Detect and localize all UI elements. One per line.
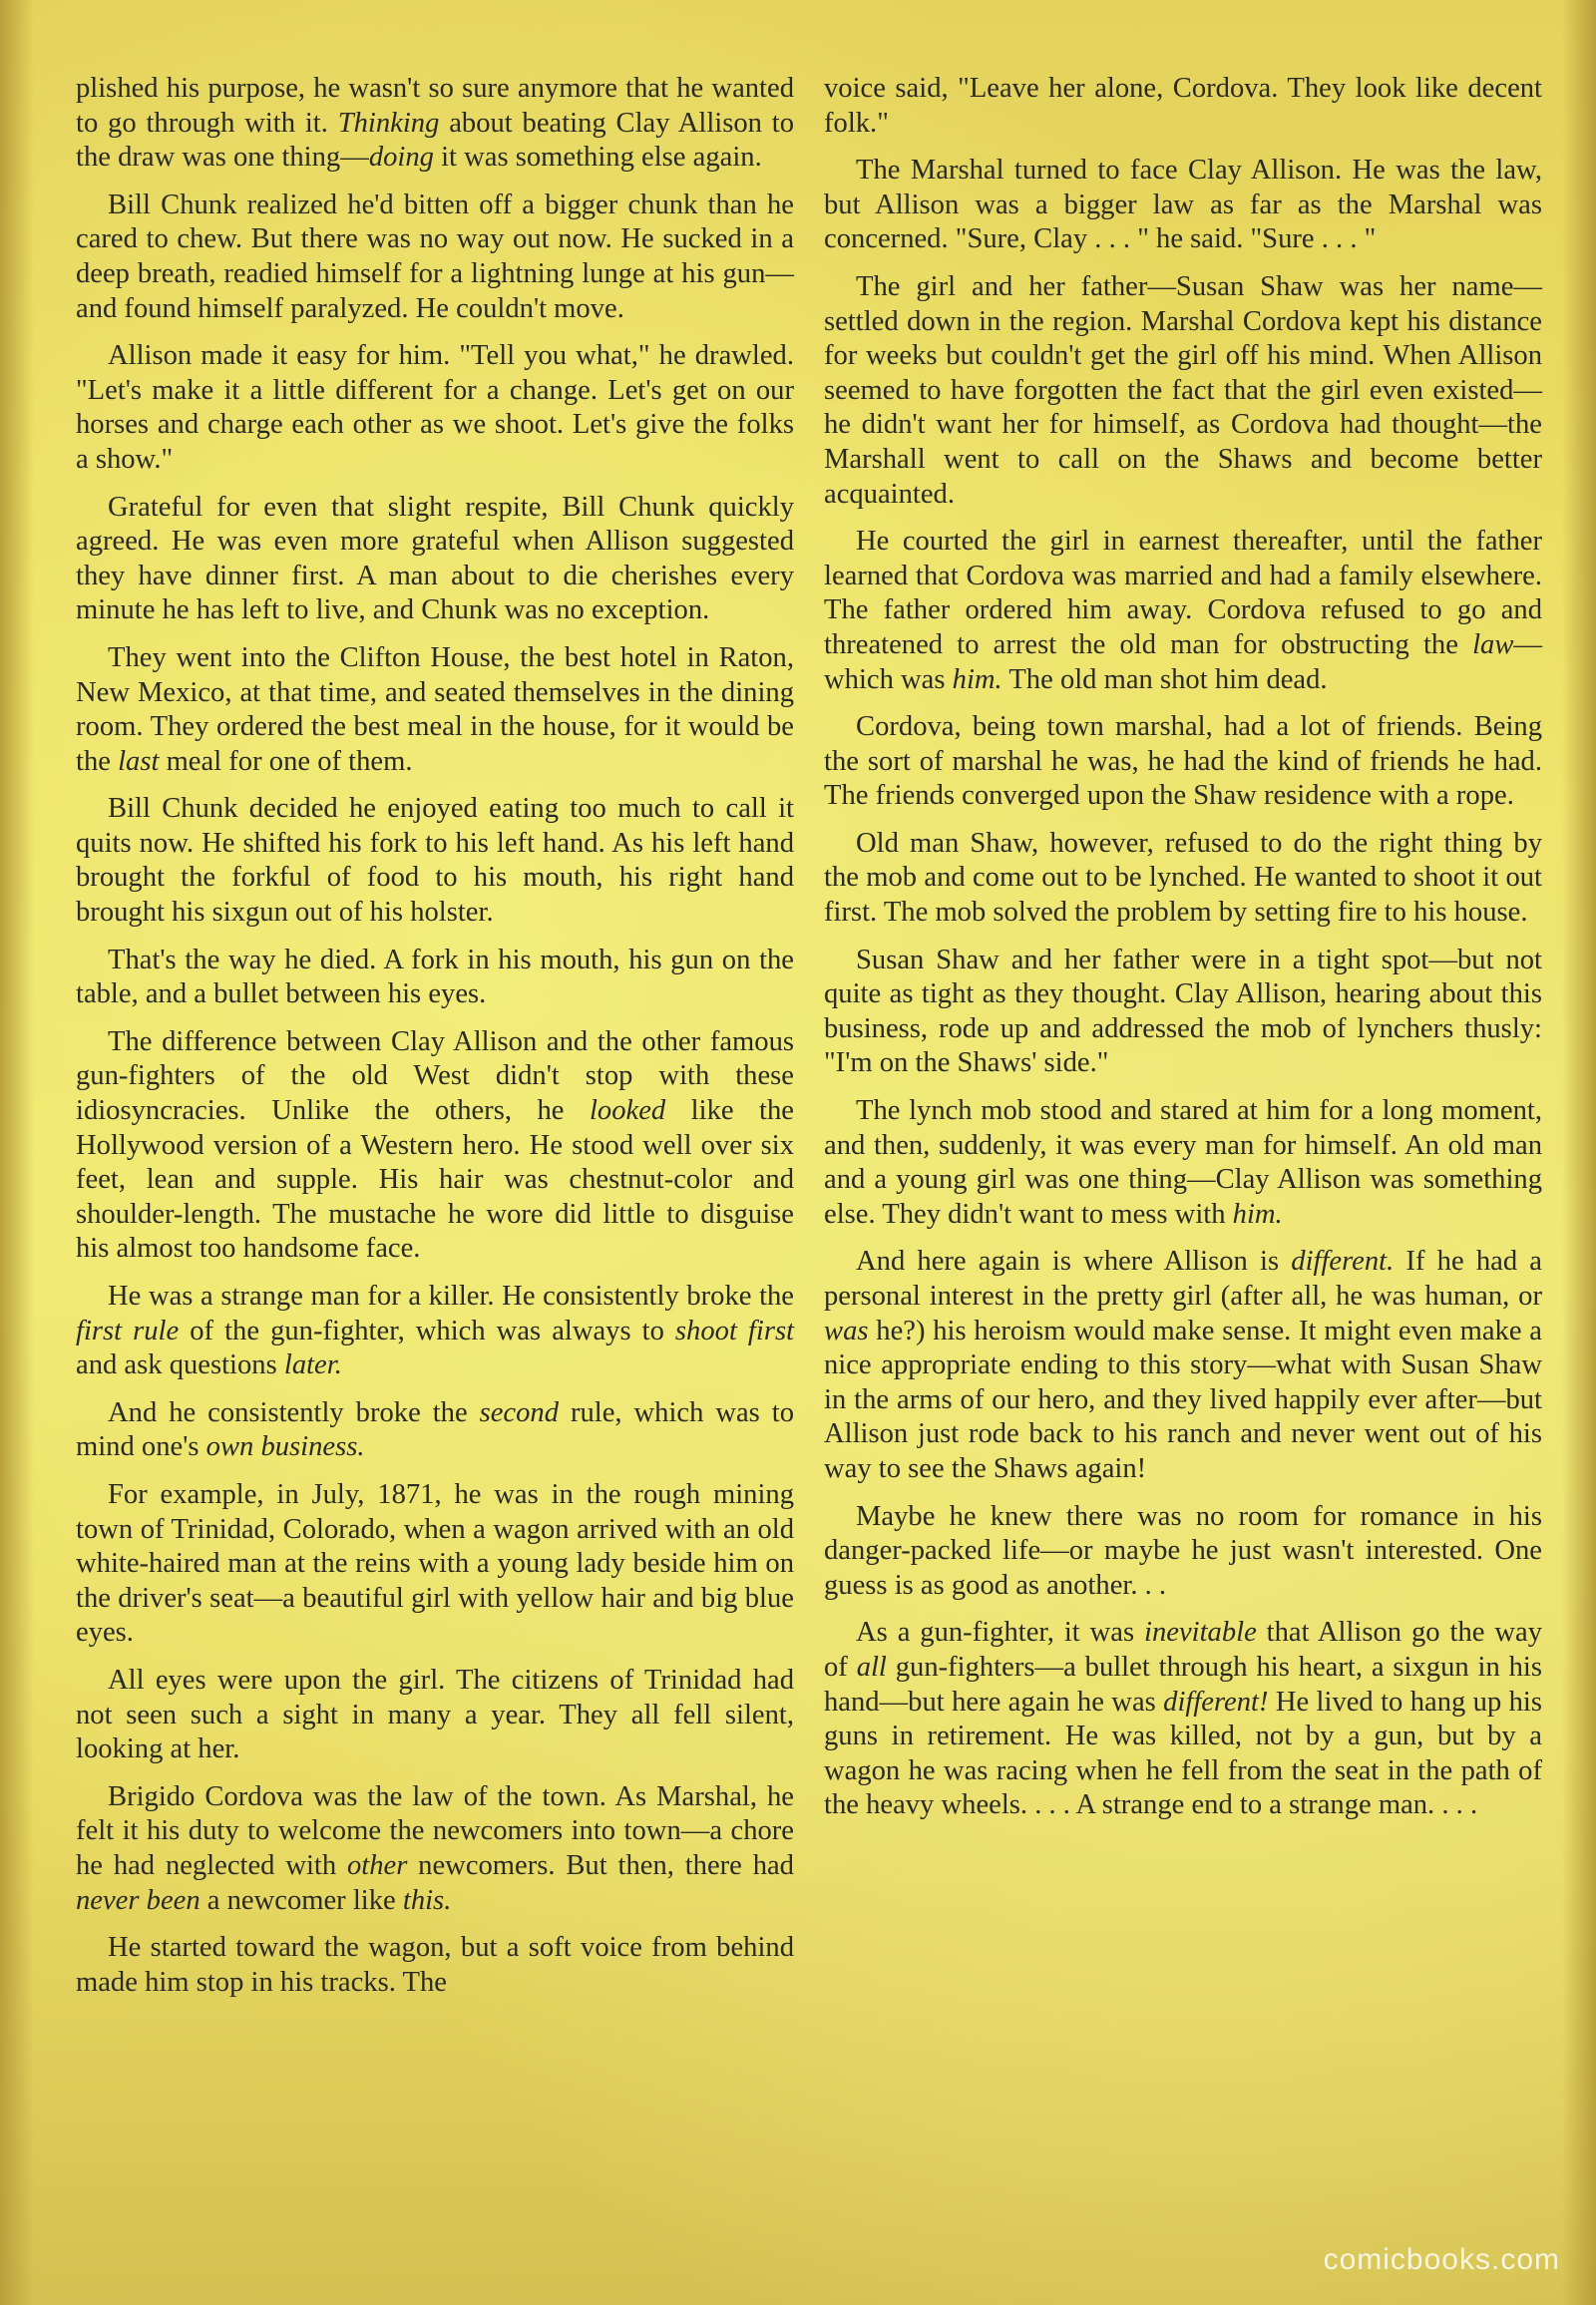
italic-emphasis: Thinking xyxy=(337,107,440,139)
italic-emphasis: last xyxy=(118,745,160,777)
paragraph: Brigido Cordova was the law of the town. As Marshal, he felt it his duty to welcome the newcomers into town—a chore he had neglected with other newcomers. But then, there had never been a newcomer like this. xyxy=(76,1780,794,1916)
italic-emphasis: him. xyxy=(1232,1198,1283,1230)
paragraph: He started toward the wagon, but a soft voice from behind made him stop in his tracks. The xyxy=(76,1932,794,1998)
paragraph: They went into the Clifton House, the best hotel in Raton, New Mexico, at that time, and seated themselves in the dining room. They ordered the best meal in the house, for it would be the last meal for one of them. xyxy=(76,641,794,777)
paragraph: Allison made it easy for him. "Tell you what," he drawled. "Let's make it a little different for a change. Let's get on our horses and charge each other as we shoot. Let's give the folks a show." xyxy=(76,340,794,475)
italic-emphasis: doing xyxy=(368,142,434,174)
italic-emphasis: other xyxy=(346,1849,408,1881)
italic-emphasis: own business. xyxy=(205,1431,365,1463)
italic-emphasis: second xyxy=(479,1396,560,1428)
italic-emphasis: all xyxy=(856,1651,887,1683)
italic-emphasis: inevitable xyxy=(1144,1617,1257,1649)
italic-emphasis: different. xyxy=(1291,1246,1395,1278)
italic-emphasis: never been xyxy=(76,1884,200,1916)
paragraph: The lynch mob stood and stared at him for a long moment, and then, suddenly, it was every man for himself. An old man and a young girl was one thing—Clay Allison was something else. They didn't want to mess with him. xyxy=(824,1095,1542,1230)
page-edge-shadow-right xyxy=(1562,0,1596,2305)
italic-emphasis: looked xyxy=(589,1095,666,1127)
paragraph: Cordova, being town marshal, had a lot of friends. Being the sort of marshal he was, he had the kind of friends he had. The friends converged upon the Shaw residence with a rope. xyxy=(824,711,1542,812)
site-watermark: comicbooks.com xyxy=(1323,2243,1560,2276)
italic-emphasis: this. xyxy=(402,1884,452,1916)
italic-emphasis: law xyxy=(1472,628,1514,660)
italic-emphasis: shoot first xyxy=(674,1315,795,1346)
paragraph: The Marshal turned to face Clay Allison. He was the law, but Allison was a bigger law as far as the Marshal was concerned. "Sure, Clay . . . " he said. "Sure . . . " xyxy=(824,155,1542,255)
paragraph: He was a strange man for a killer. He consistently broke the first rule of the gun-fighter, which was always to shoot first and ask questions later. xyxy=(76,1281,795,1381)
paragraph: The girl and her father—Susan Shaw was her name—settled down in the region. Marshal Cordova kept his distance for weeks but couldn't get the girl off his mind. When Allison seemed to have forgotten the fact that the girl even existed—he didn't want her for himself, as Cordova had thought—the Marshall went to call on the Shaws and become better acquainted. xyxy=(824,270,1542,510)
paragraph: As a gun-fighter, it was inevitable that Allison go the way of all gun-fighters—a bullet through his heart, a sixgun in his hand—but here again he was different! He lived to hang up his guns in retirement. He was killed, not by a gun, but by a wagon he was racing when he fell from the seat in the path of the heavy wheels. . . . A strange end to a strange man. . . . xyxy=(824,1617,1542,1821)
paragraph: All eyes were upon the girl. The citizens of Trinidad had not seen such a sight in many a year. They all fell silent, looking at her. xyxy=(76,1664,794,1765)
paragraph: Bill Chunk realized he'd bitten off a bigger chunk than he cared to chew. But there was no way out now. He sucked in a deep breath, readied himself for a lightning lunge at his gun—and found himself paralyzed. He couldn't move. xyxy=(76,189,794,324)
italic-emphasis: later. xyxy=(283,1349,342,1381)
paragraph: For example, in July, 1871, he was in the rough mining town of Trinidad, Colorado, when a wagon arrived with an old white-haired man at the reins with a young lady beside him on the driver's seat—a beautiful girl with yellow hair and big blue eyes. xyxy=(76,1478,794,1649)
paragraph: Susan Shaw and her father were in a tight spot—but not quite as tight as they thought. Clay Allison, hearing about this business, rode up and addressed the mob of lynchers thusly: "I'm on the Shaws' side." xyxy=(824,944,1542,1079)
italic-emphasis: was xyxy=(824,1315,869,1346)
paragraph: Grateful for even that slight respite, Bill Chunk quickly agreed. He was even more grateful when Allison suggested they have dinner first. A man about to die cherishes every minute he has left to live, and Chunk was no exception. xyxy=(76,491,794,626)
paragraph: Bill Chunk decided he enjoyed eating too much to call it quits now. He shifted his fork to his left hand. As his left hand brought the forkful of food to his mouth, his right hand brought his sixgun out of his holster. xyxy=(76,793,794,929)
paragraph: That's the way he died. A fork in his mouth, his gun on the table, and a bullet between his eyes. xyxy=(76,944,794,1010)
italic-emphasis: first rule xyxy=(76,1315,180,1346)
page-edge-shadow-left xyxy=(0,0,34,2305)
right-text-column xyxy=(824,72,1542,1836)
paragraph: And he consistently broke the second rule, which was to mind one's own business. xyxy=(76,1396,794,1463)
paragraph: Maybe he knew there was no room for romance in his danger-packed life—or maybe he just wasn't interested. One guess is as good as another. . . xyxy=(824,1500,1542,1601)
paragraph: And here again is where Allison is different. If he had a personal interest in the pretty girl (after all, he was human, or was he?) his heroism would make sense. It might even make a nice appropriate ending to this story—what with Susan Shaw in the arms of our hero, and they lived happily ever after—but Allison just rode back to his ranch and never went out of his way to see the Shaws again! xyxy=(824,1246,1542,1484)
paragraph: voice said, "Leave her alone, Cordova. They look like decent folk." xyxy=(824,73,1542,139)
italic-emphasis: different! xyxy=(1163,1686,1269,1718)
paragraph: The difference between Clay Allison and the other famous gun-fighters of the old West didn't stop with these idiosyncracies. Unlike the others, he looked like the Hollywood version of a Western hero. He stood well over six feet, lean and supple. His hair was chestnut-color and shoulder-length. The mustache he wore did little to disguise his almost too handsome face. xyxy=(76,1025,794,1265)
paragraph: plished his purpose, he wasn't so sure anymore that he wanted to go through with it. Thinking about beating Clay Allison to the draw was one thing—doing it was something else again. xyxy=(76,73,794,174)
italic-emphasis: him. xyxy=(952,663,1002,695)
paragraph: He courted the girl in earnest thereafter, until the father learned that Cordova was married and had a family elsewhere. The father ordered him away. Cordova refused to go and threatened to arrest the old man for obstructing the law—which was him. The old man shot him dead. xyxy=(824,526,1542,695)
paragraph: Old man Shaw, however, refused to do the right thing by the mob and come out to be lynched. He wanted to shoot it out first. The mob solved the problem by setting fire to his house. xyxy=(824,827,1542,929)
left-text-column xyxy=(76,72,794,2013)
